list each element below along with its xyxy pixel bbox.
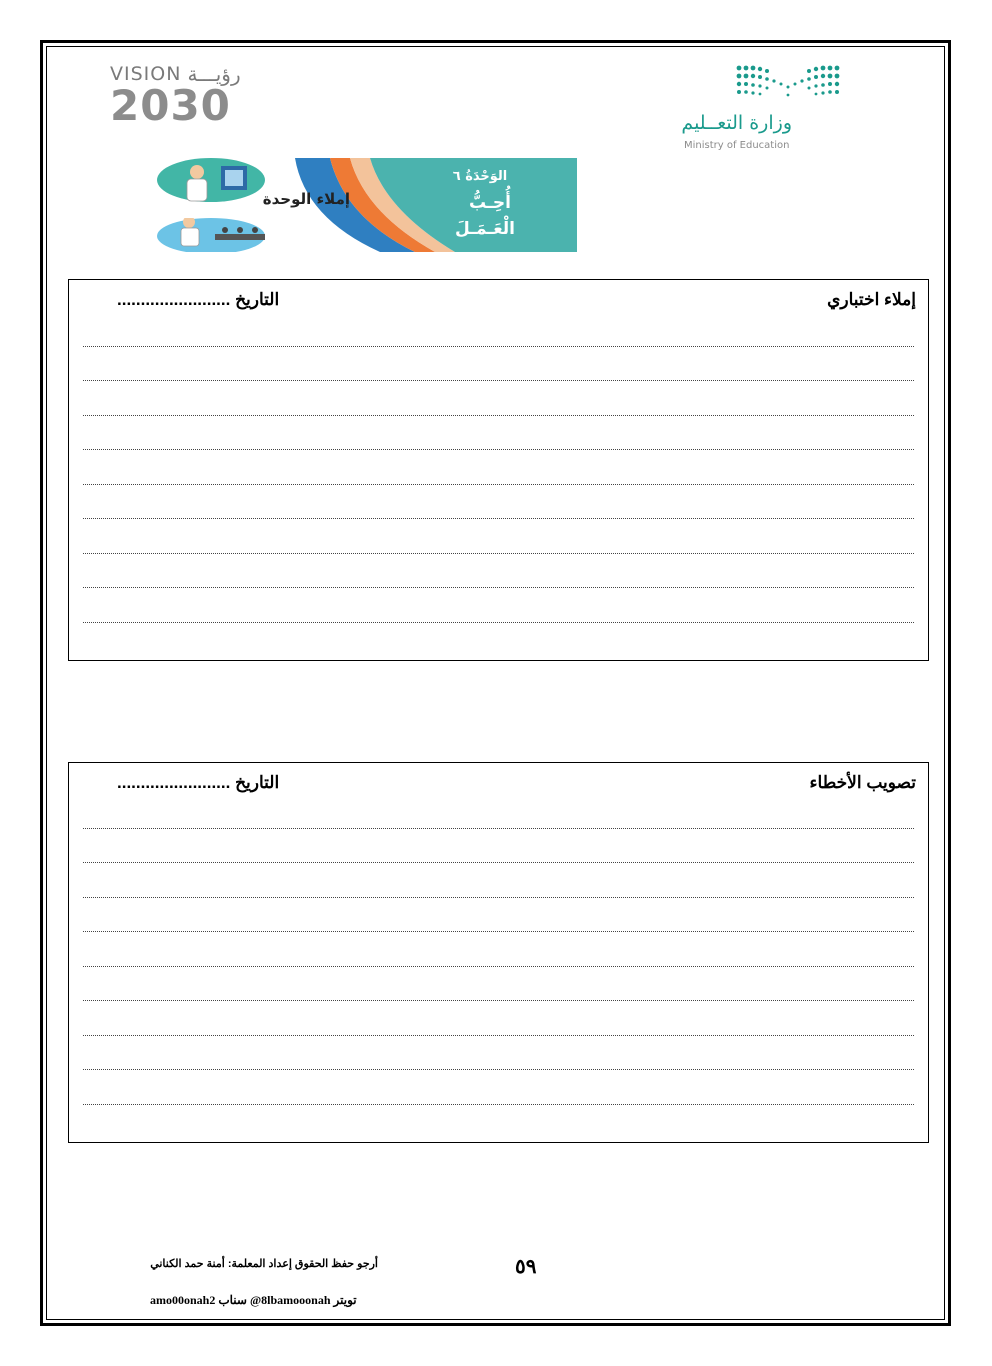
writing-line[interactable] <box>83 1070 914 1105</box>
section-title: إملاء اختباري <box>827 290 916 309</box>
vision-word: VISION <box>110 63 182 85</box>
writing-line[interactable] <box>83 485 914 520</box>
unit-banner-image <box>155 158 577 252</box>
writing-lines[interactable] <box>83 312 914 623</box>
writing-line[interactable] <box>83 1001 914 1036</box>
vision-2030-logo <box>110 62 270 130</box>
writing-lines[interactable] <box>83 794 914 1105</box>
ministry-logo <box>680 60 850 160</box>
page-number: ٥٩ <box>515 1256 537 1278</box>
writing-line[interactable] <box>83 416 914 451</box>
ministry-name-arabic: وزارة التعــليم <box>681 112 792 134</box>
unit-title: إملاء الوحدة <box>262 190 350 208</box>
section-title: تصويب الأخطاء <box>809 773 916 792</box>
writing-line[interactable] <box>83 519 914 554</box>
footer-social: تويتر 8lbamooonah@ سناب amo00onah2 <box>150 1293 357 1307</box>
banner-line3: الْعَـمَـلَ <box>455 219 515 239</box>
ministry-dots-icon <box>735 62 841 102</box>
writing-line[interactable] <box>83 932 914 967</box>
writing-line[interactable] <box>83 967 914 1002</box>
writing-line[interactable] <box>83 898 914 933</box>
vision-year: 2030 <box>110 81 231 130</box>
writing-line[interactable] <box>83 829 914 864</box>
writing-line[interactable] <box>83 794 914 829</box>
footer-credit: أرجو حفظ الحقوق إعداد المعلمة: أمنة حمد الكناني <box>150 1258 378 1270</box>
banner-line2: أُحِـبُّ <box>469 193 511 213</box>
writing-line[interactable] <box>83 381 914 416</box>
error-correction-box <box>68 762 929 1143</box>
writing-line[interactable] <box>83 863 914 898</box>
date-field[interactable]: التاريخ ........................ <box>117 773 280 792</box>
writing-line[interactable] <box>83 588 914 623</box>
banner-line1: الوَحْدَةُ ٦ <box>452 169 508 184</box>
dictation-test-box <box>68 279 929 661</box>
date-field[interactable]: التاريخ ........................ <box>117 290 280 309</box>
writing-line[interactable] <box>83 347 914 382</box>
writing-line[interactable] <box>83 450 914 485</box>
writing-line[interactable] <box>83 554 914 589</box>
writing-line[interactable] <box>83 1036 914 1071</box>
vision-arabic: رؤيـــة <box>187 62 241 86</box>
ministry-name-english: Ministry of Education <box>684 140 790 151</box>
writing-line[interactable] <box>83 312 914 347</box>
